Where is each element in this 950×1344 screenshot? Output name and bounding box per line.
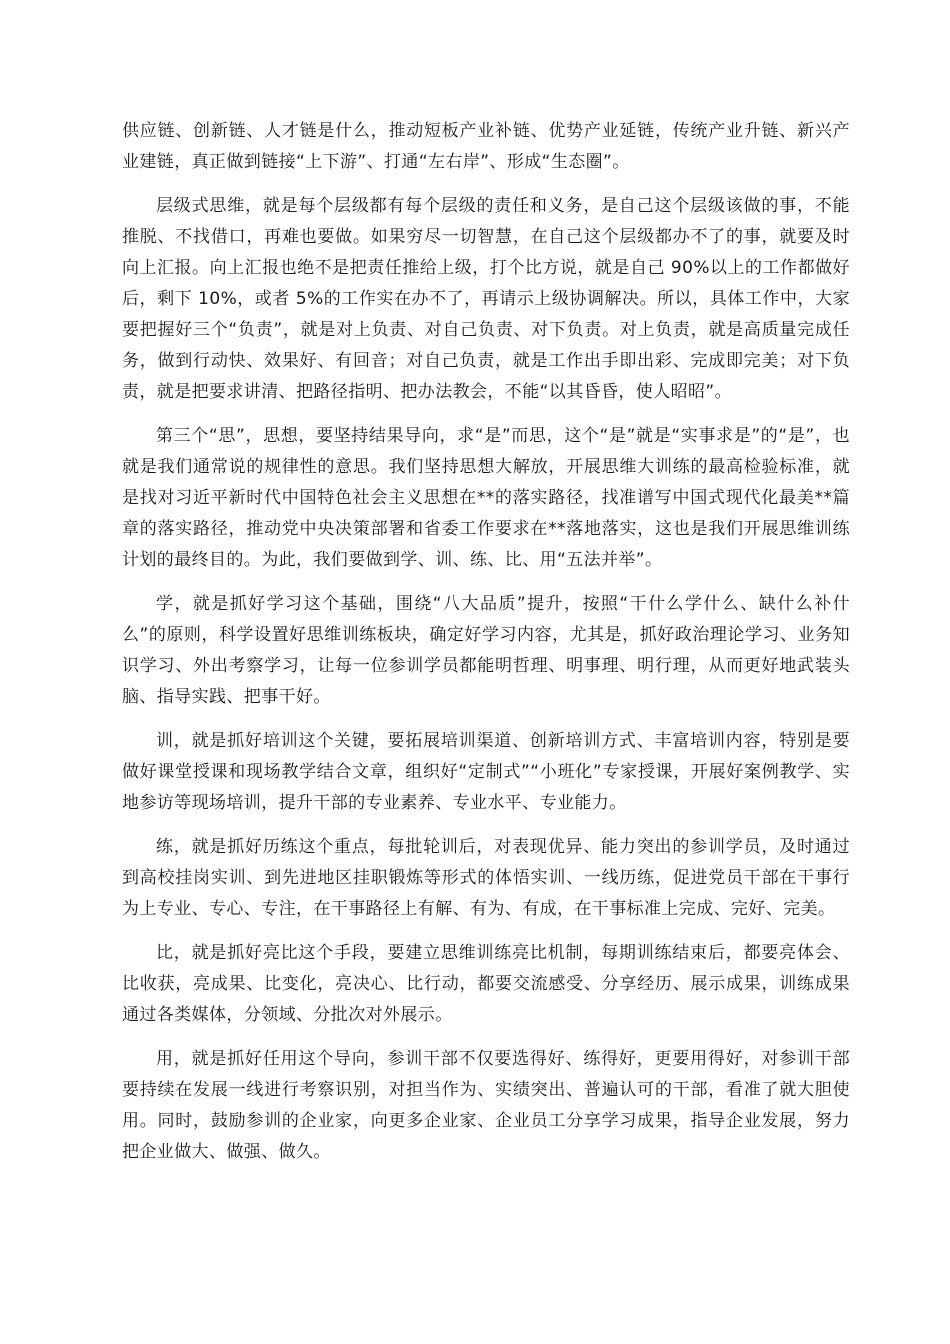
- paragraph-study: 学，就是抓好学习这个基础，围绕“八大品质”提升，按照“干什么学什么、缺什么补什么”的原则，科学设置好思维训练板块，确定好学习内容，尤其是，抓好政治理论学习、业务知识学习、外出考察学习，让每一位参训学员都能明哲理、明事理、明行理，从而更好地武装头脑、指导实践、把事干好。: [122, 594, 850, 707]
- paragraph-third-thought: 第三个“思”，思想，要坚持结果导向，求“是”而思，这个“是”就是“实事求是”的“是”，也就是我们通常说的规律性的意思。我们坚持思想大解放，开展思维大训练的最高检验标准，就是找对习近平新时代中国特色社会主义思想在**的落实路径，找准谱写中国式现代化最美**篇章的落实路径，推动党中央决策部署和省委工作要求在**落地落实，这也是我们开展思维训练计划的最终目的。为此，我们要做到学、训、练、比、用“五法并举”。: [122, 426, 850, 570]
- paragraph-practice: 练，就是抓好历练这个重点，每批轮训后，对表现优异、能力突出的参训学员，及时通过到高校挂岗实训、到先进地区挂职锻炼等形式的体悟实训、一线历练，促进党员干部在干事行为上专业、专心、专注，在干事路径上有解、有为、有成，在干事标准上完成、完好、完美。: [122, 837, 850, 919]
- paragraph-training: 训，就是抓好培训这个关键，要拓展培训渠道、创新培训方式、丰富培训内容，特别是要做好课堂授课和现场教学结合文章，组织好“定制式”“小班化”专家授课，开展好案例教学、实地参访等现场培训，提升干部的专业素养、专业水平、专业能力。: [122, 731, 850, 813]
- document-page: [122, 116, 850, 1181]
- paragraph-hierarchical-thinking: 层级式思维，就是每个层级都有每个层级的责任和义务，是自己这个层级该做的事，不能推脱、不找借口，再难也要做。如果穷尽一切智慧，在自己这个层级都办不了的事，就要及时向上汇报。向上汇报也绝不是把责任推给上级，打个比方说，就是自己 90%以上的工作都做好后，剩下 10%，或者 5%的工作实在办不了，再请示上级协调解决。所以，具体工作中，大家要把握好三个“负责”，就是对上负责、对自己负责、对下负责。对上负责，就是高质量完成任务，做到行动快、效果好、有回音；对自己负责，就是工作出手即出彩、完成即完美；对下负责，就是把要求讲清、把路径指明、把办法教会，不能“以其昏昏，使人昭昭”。: [122, 196, 850, 402]
- paragraph-appointment: 用，就是抓好任用这个导向，参训干部不仅要选得好、练得好，更要用得好，对参训干部要持续在发展一线进行考察识别，对担当作为、实绩突出、普遍认可的干部，看准了就大胆使用。同时，鼓励参训的企业家，向更多企业家、企业员工分享学习成果，指导企业发展，努力把企业做大、做强、做久。: [122, 1049, 850, 1162]
- paragraph-comparison: 比，就是抓好亮比这个手段，要建立思维训练亮比机制，每期训练结束后，都要亮体会、比收获，亮成果、比变化，亮决心、比行动，都要交流感受、分享经历、展示成果，训练成果通过各类媒体，分领域、分批次对外展示。: [122, 943, 850, 1025]
- paragraph-supply-chain: 供应链、创新链、人才链是什么，推动短板产业补链、优势产业延链，传统产业升链、新兴产业建链，真正做到链接“上下游”、打通“左右岸”、形成“生态圈”。: [122, 121, 850, 172]
